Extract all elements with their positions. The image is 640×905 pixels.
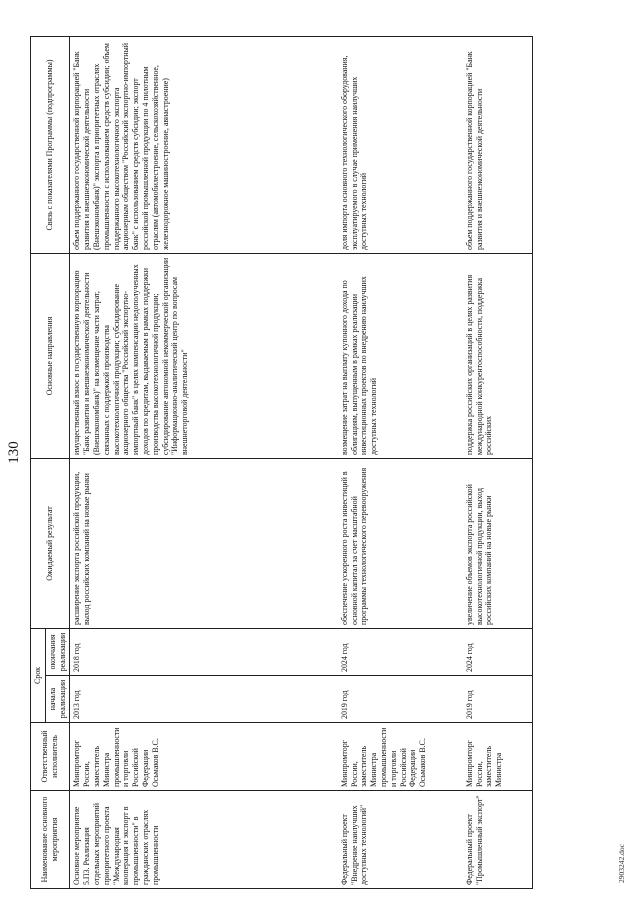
table-row — [70, 37, 338, 889]
row-directions: возмещение затрат на выплату купонного дохода по облигациям, выпущенным в рамках реализации инвестиционных проектов по внедрению наилучших доступных технологий — [338, 254, 463, 459]
row-start: 2019 год — [338, 676, 463, 723]
measures-table — [30, 36, 533, 889]
document-id: 2903242.doc — [617, 844, 626, 883]
header-link: Связь с показателями Программы (подпрограммы) — [31, 37, 70, 254]
row-link: доля импорта основного технологического оборудования, эксплуатируемого в случае применения наилучших доступных технологий — [338, 37, 463, 254]
header-end: окончания реализации — [45, 629, 70, 676]
row-name: Федеральный проект "Внедрение наилучших доступных технологий" — [338, 791, 463, 889]
row-executor: Минпромторг России, заместитель Министра — [463, 723, 533, 791]
row-end: 2018 год — [70, 629, 338, 676]
header-name: Наименование основного мероприятия — [31, 791, 70, 889]
header-start: начала реализации — [45, 676, 70, 723]
table-row — [338, 37, 463, 889]
row-directions: поддержка российских организаций в целях развития международной конкурентоспособности, поддержка российских — [463, 254, 533, 459]
table-row — [463, 37, 533, 889]
header-row-1 — [31, 37, 46, 889]
row-result: расширение экспорта российской продукции, выход российских компаний на новые рынки — [70, 459, 338, 629]
row-end: 2024 год — [338, 629, 463, 676]
row-link: объем поддержанного государственной корпорацией "Банк развития и внешнеэкономической деятельности (Внешэкономбанк)" экспорта в приоритетных отраслях промышленности с использованием средств субсидии; объем поддержанного высокотехнологичного экспорта акционерным обществом "Российский экспортно-импортный банк" с использованием средств субсидии; экспорт российской промышленной продукции по 4 пилотным отраслям (автомобилестроение, сельскохозяйственное, железнодорожное машиностроение, авиастроение) — [70, 37, 338, 254]
row-result: увеличение объемов экспорта российской высокотехнологичной продукции, выход российских компаний на новые рынки — [463, 459, 533, 629]
row-start: 2019 год — [463, 676, 533, 723]
row-end: 2024 год — [463, 629, 533, 676]
row-link: объем поддержанного государственной корпорацией "Банк развития и внешнеэкономической деятельности — [463, 37, 533, 254]
row-directions: имущественный взнос в государственную корпорацию "Банк развития и внешнеэкономической деятельности (Внешэкономбанк)" на возмещение части затрат, связанных с поддержкой производства высокотехнологичной продукции; субсидирование акционерного общества "Российский экспортно-импортный банк" в целях компенсации недополученных доходов по кредитам, выдаваемым в рамках поддержки производства высокотехнологичной продукции; субсидирование автономной некоммерческой организации "Информационно-аналитический центр по вопросам внешнеторговой деятельности" — [70, 254, 338, 459]
header-executor: Ответственный исполнитель — [31, 723, 70, 791]
row-executor: Минпромторг России, заместитель Министра промышленности и торговли Российской Федерации Осьмаков В.С. — [338, 723, 463, 791]
header-directions: Основные направления — [31, 254, 70, 459]
header-result: Ожидаемый результат — [31, 459, 70, 629]
row-name: Федеральный проект "Промышленный экспорт" — [463, 791, 533, 889]
row-executor: Минпромторг России, заместитель Министра промышленности и торговли Российской Федерации Осьмаков В.С. — [70, 723, 338, 791]
page-number: 130 — [6, 441, 22, 464]
row-start: 2013 год — [70, 676, 338, 723]
row-result: обеспечение ускоренного роста инвестиций в основной капитал за счет масштабной программы технологического перевооружения — [338, 459, 463, 629]
header-term: Срок — [31, 629, 46, 723]
row-name: Основное мероприятие 5.П3. Реализация отдельных мероприятий приоритетного проекта "Международная кооперация и экспорт в промышленности" в гражданских отраслях промышленности — [70, 791, 338, 889]
